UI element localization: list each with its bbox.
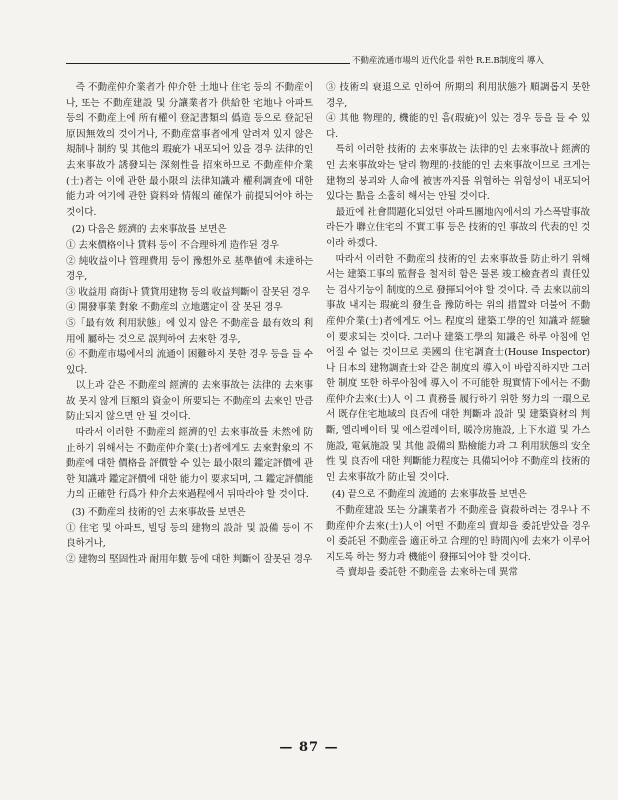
paragraph: 즉 不動産仲介業者가 仲介한 土地나 住宅 등의 不動産이나, 또는 不動産建設 및 分讓業者가 供給한 宅地나 아파트 등의 不動産上에 所有權이 登記書類의 僞造 등으로 登記된 原因無效의 것이거나, 不動産當事者에게 알려져 있지 않은 規制나 制約 및 其他의 瑕疵가 내포되어 있을 경우 法律的인 去來事故가 誘發되는 深刻性을 招來하므로 不動産仲介業(士)者는 이에 관한 最小限의 法律知識과 權利調査에 대한 能力과 여기에 관한 資料와 情報의 確保가 前提되어야 하는 것이다. xyxy=(66,82,313,218)
paragraph: 특히 이러한 技術的 去來事故는 法律的인 去來事故나 經濟的인 去來事故와는 달리 物理的·技能的인 去來事故이므로 크게는 建物의 붕괴와 人命에 被害까지를 위협하는 위험성이 내포되어 있다는 點을 소홀히 해서는 안될 것이다. xyxy=(326,144,590,203)
left-column xyxy=(66,80,313,567)
right-column xyxy=(326,80,590,581)
list-item: ④ 其他 物理的, 機能的인 흠(瑕疵)이 있는 경우 등을 들 수 있다. xyxy=(326,113,590,140)
page-number: — 87 — xyxy=(279,740,339,755)
paragraph: 즉 賣却을 委託한 不動産을 去來하는데 異常 xyxy=(335,567,518,579)
list-item: ① 住宅 및 아파트, 빌딩 등의 建物의 設計 및 設備 등이 不良하거나, xyxy=(66,522,313,550)
list-item: ① 去來價格이나 賃料 등이 不合理하게 造作된 경우 xyxy=(66,239,279,251)
list-item: ② 建物의 堅固性과 耐用年數 등에 대한 判斷이 잘못된 경우 xyxy=(66,553,312,565)
section-heading: (3) 不動産의 技術的인 去來事故를 보면은 xyxy=(71,507,246,519)
paragraph: 最近에 社會問題化되었던 아파트團地內에서의 가스폭발事故라든가 聯立住宅의 不實工事 등은 技術的인 事故의 代表的인 것이라 하겠다. xyxy=(326,206,590,249)
running-header-title: 不動産流通市場의 近代化를 위한 R.E.B制度의 導入 xyxy=(352,56,544,66)
list-item: ⑤「最有效 利用狀態」에 있지 않은 不動産을 最有效의 利用에 屬하는 것으로 誤判하여 去來한 경우, xyxy=(66,317,313,345)
paragraph: 따라서 이러한 不動産의 經濟的인 去來事故를 未然에 防止하기 위해서는 不動産仲介業(士)者에게도 去來對象의 不動産에 대한 價格을 評價할 수 있는 最小限의 鑑定評價에 관한 知識과 鑑定評價에 대한 能力이 要求되며, 그 鑑定評價能力의 正確한 行爲가 仲介去來過程에서 뒤따라야 할 것이다. xyxy=(66,427,313,501)
list-item: ② 純收益이나 管理費用 등이 豫想外로 基準値에 未達하는 경우, xyxy=(66,255,313,283)
paragraph: 以上과 같은 不動産의 經濟的 去來事故는 法律的 去來事故 못지 않게 巨額의 資金이 所要되는 不動産의 去來인 만큼 防止되지 않으면 안 될 것이다. xyxy=(66,380,313,423)
header-rule xyxy=(66,63,350,64)
list-item: ④ 開發事業 對象 不動産의 立地選定이 잘 못된 경우 xyxy=(66,302,283,314)
list-item: ③ 技術의 衰退으로 인하여 所期의 利用狀態가 順調롭지 못한 경우, xyxy=(326,82,590,109)
list-item: ③ 收益用 商街나 賃貸用建物 등의 收益判斷이 잘못된 경우 xyxy=(66,286,311,298)
paragraph: 不動産建設 또는 分讓業者가 不動産을 資殺하려는 경우나 不動産仲介去來(士)人이 어떤 不動産의 賣却을 委託받았을 경우 이 委託된 不動産을 適正하고 合理的인 時間內에 去來가 이루어지도록 하는 努力과 機能이 發揮되어야 할 것이다. xyxy=(326,505,590,563)
list-item: ⑥ 不動産市場에서의 流通이 困難하지 못한 경우 등을 들 수 있다. xyxy=(66,349,313,376)
section-heading: (2) 다음은 經濟的 去來事故를 보면은 xyxy=(71,224,227,236)
paragraph: 따라서 이러한 不動産의 技術的인 去來事故를 防止하기 위해서는 建築工事의 監督을 철저히 함은 물론 竣工檢査者의 責任있는 검사기능이 制度的으로 發揮되어야 할 것이다. 즉 去來以前의 事故 내지는 瑕疵의 發生을 豫防하는 위의 措置와 더불어 不動産仲介業(士)者에게도 어느 程度의 建築工學的인 知識과 經驗이 要求되는 것이다. 그러나 建築工學의 知識은 하루 아침에 얻어질 수 없는 것이므로 美國의 住宅調査士(House Inspector)나 日本의 建物調査士와 같은 制度의 導入이 바람직하지만 그러한 制度 또한 하루아침에 導入이 不可能한 現實情下에서는 不動産仲介去來(士)人 이 그 責務를 履行하기 위한 努力의 一環으로서 既存住宅地域의 良否에 대한 判斷과 設計 및 建築資材의 判斷, 엘리베이터 및 에스컬레이터, 暖冷房施設, 上下水道 및 가스施設, 電氣施設 및 其他 設備의 點檢能力과 그 利用狀態의 安全性 및 良否에 대한 判斷能力程度는 具備되어야 不動産의 技術的인 去來事故가 防止될 것이다. xyxy=(326,253,590,483)
section-heading: (4) 끝으로 不動産의 流通的 去來事故를 보면은 xyxy=(331,489,527,501)
